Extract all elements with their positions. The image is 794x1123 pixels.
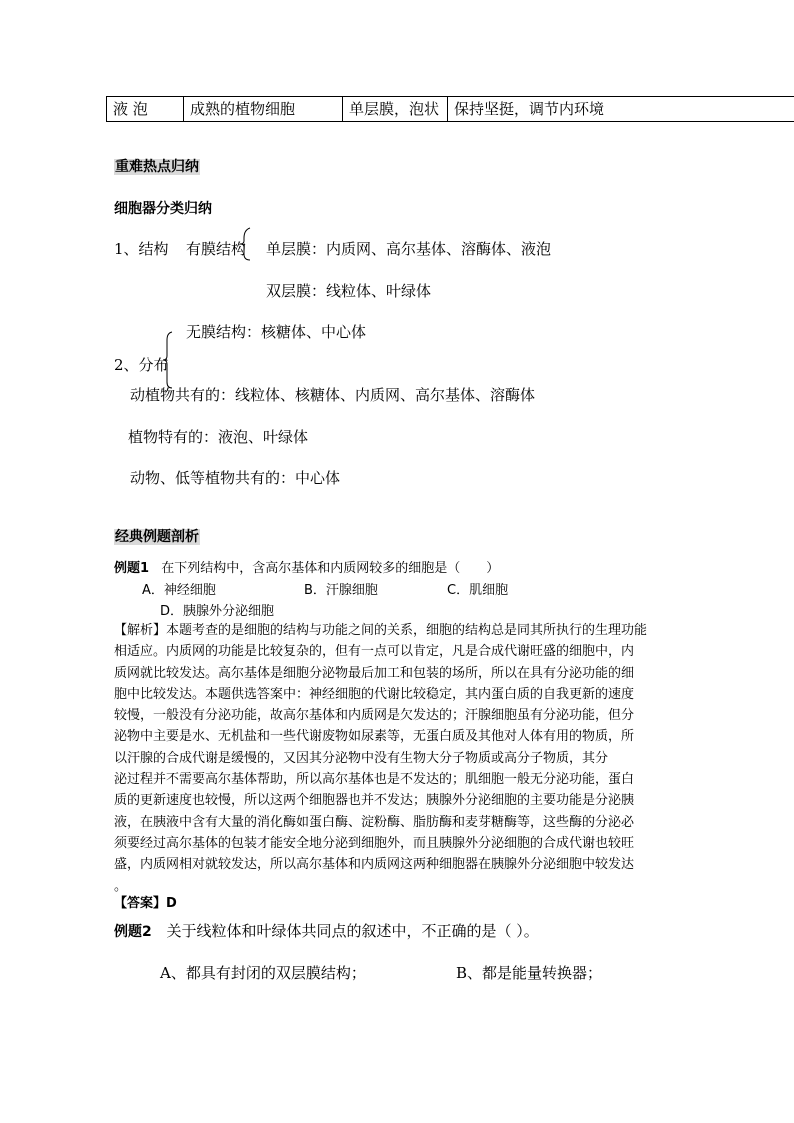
analysis-line: 胞中比较发达。本题供选答案中：神经细胞的代谢比较稳定，其内蛋白质的自我更新的速度: [114, 686, 635, 702]
analysis-line: 较慢，一般没有分泌功能，故高尔基体和内质网是欠发达的；汗腺细胞虽有分泌功能，但分: [114, 708, 635, 724]
example2-option-b: B、都是能量转换器；: [456, 964, 603, 982]
animal-lower-plant-organelles: 动物、低等植物共有的：中心体: [130, 469, 341, 487]
example1-option-b: B．汗腺细胞: [304, 583, 378, 598]
table-cell-function: 保持坚挺，调节内环境: [448, 97, 794, 122]
example1-option-c: C．肌细胞: [447, 583, 509, 598]
plant-specific-organelles: 植物特有的：液泡、叶绿体: [128, 428, 309, 446]
non-membranous-organelles: 无膜结构：核糖体、中心体: [186, 323, 367, 341]
example2-option-a: A、都具有封闭的双层膜结构；: [160, 964, 366, 982]
example1-answer: 【答案】D: [114, 896, 177, 911]
analysis-line: 相适应。内质网的功能是比较复杂的，但有一点可以肯定，凡是合成代谢旺盛的细胞中，内: [114, 644, 635, 660]
membranous-structure-label: 有膜结构: [186, 240, 247, 258]
table-cell-name: 液 泡: [107, 97, 184, 122]
brace-icon: [238, 226, 254, 262]
analysis-line: 以汗腺的合成代谢是缓慢的，又因其分泌物中没有生物大分子物质或高分子物质，其分: [114, 750, 609, 766]
analysis-line: 泌物中主要是水、无机盐和一些代谢废物如尿素等，无蛋白质及其他对人体有用的物质，所: [114, 729, 635, 745]
example1-question-line: [114, 557, 499, 576]
table-cell-location: 成熟的植物细胞: [184, 97, 343, 122]
example1-option-a: A．神经细胞: [142, 583, 216, 598]
organelle-table-row: [106, 96, 794, 122]
analysis-line: 泌过程并不需要高尔基体帮助，所以高尔基体也是不发达的；肌细胞一般无分泌功能，蛋白: [114, 772, 635, 788]
analysis-line: 质的更新速度也较慢，所以这两个细胞器也并不发达；胰腺外分泌细胞的主要功能是分泌胰: [114, 793, 635, 809]
structure-heading: 1、结构: [114, 240, 169, 258]
single-membrane-organelles: 单层膜：内质网、高尔基体、溶酶体、液泡: [266, 240, 552, 258]
analysis-line: 须要经过高尔基体的包装才能安全地分泌到细胞外，而且胰腺外分泌细胞的合成代谢也较旺: [114, 835, 635, 851]
animal-plant-common-organelles: 动植物共有的：线粒体、核糖体、内质网、高尔基体、溶酶体: [130, 386, 536, 404]
analysis-line: 【解析】本题考查的是细胞的结构与功能之间的关系，细胞的结构总是同其所执行的生理功能: [114, 623, 648, 638]
example2-label: 例题2: [114, 924, 152, 940]
double-membrane-organelles: 双层膜：线粒体、叶绿体: [266, 282, 432, 300]
analysis-line: 盛，内质网相对就较发达，所以高尔基体和内质网这两种细胞器在胰腺外分泌细胞中较发达: [114, 857, 635, 873]
table-cell-structure: 单层膜，泡状: [343, 97, 448, 122]
distribution-heading: 2、分布: [114, 356, 169, 374]
example1-option-d: D．胰腺外分泌细胞: [160, 604, 275, 619]
example1-analysis: [114, 620, 686, 897]
analysis-line: 液，在胰液中含有大量的消化酶如蛋白酶、淀粉酶、脂肪酶和麦芽糖酶等，这些酶的分泌必: [114, 814, 635, 830]
example2-question-line: [114, 920, 539, 941]
section-title-classic-examples: 经典例题剖析: [115, 529, 199, 545]
example2-question: 关于线粒体和叶绿体共同点的叙述中，不正确的是（ ）。: [166, 922, 539, 940]
section-subtitle-organelle-classification: 细胞器分类归纳: [114, 201, 212, 217]
example1-label: 例题1: [114, 561, 150, 576]
example1-question: 在下列结构中，含高尔基体和内质网较多的细胞是（ ）: [161, 561, 500, 576]
analysis-line: 质网就比较发达。高尔基体是细胞分泌物最后加工和包装的场所，所以在具有分泌功能的细: [114, 665, 635, 681]
section-title-key-points: 重难热点归纳: [115, 159, 199, 175]
analysis-line: 。: [114, 878, 128, 894]
